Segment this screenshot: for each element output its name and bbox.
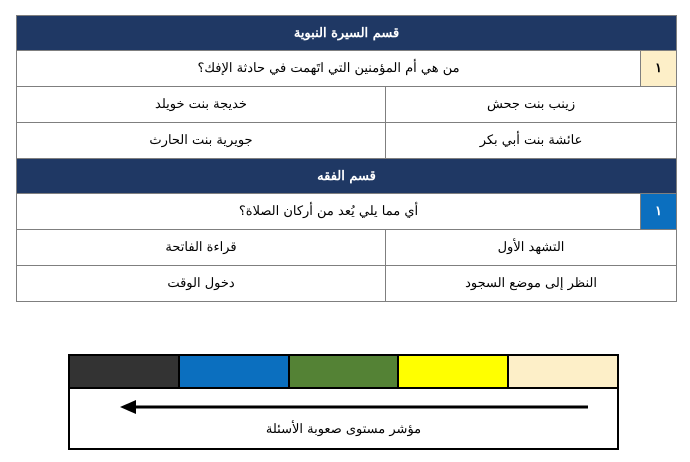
difficulty-swatch [397, 356, 507, 387]
question-text: أي مما يلي يُعد من أركان الصلاة؟ [17, 194, 641, 230]
options-row [17, 123, 677, 159]
left-arrow-icon [120, 400, 590, 414]
options-row [17, 87, 677, 123]
answer-option[interactable]: التشهد الأول [386, 230, 677, 266]
question-number: ١ [641, 51, 677, 87]
section-header-row [17, 16, 677, 51]
answer-option[interactable]: عائشة بنت أبي بكر [386, 123, 677, 159]
difficulty-swatch [178, 356, 288, 387]
section-title: قسم الفقه [17, 159, 677, 194]
section-title: قسم السيرة النبوية [17, 16, 677, 51]
answer-option[interactable]: جويرية بنت الحارث [17, 123, 386, 159]
answer-option[interactable]: دخول الوقت [17, 266, 386, 302]
answer-option[interactable]: زينب بنت جحش [386, 87, 677, 123]
quiz-table [16, 15, 677, 302]
difficulty-legend-label: مؤشر مستوى صعوبة الأسئلة [265, 422, 422, 437]
answer-option[interactable]: خديجة بنت خويلد [17, 87, 386, 123]
difficulty-swatch [70, 356, 178, 387]
difficulty-swatch [288, 356, 398, 387]
options-row [17, 266, 677, 302]
question-text: من هي أم المؤمنين التي اتَهمت في حادثة الإفك؟ [17, 51, 641, 87]
difficulty-legend [68, 354, 619, 450]
answer-option[interactable]: قراءة الفاتحة [17, 230, 386, 266]
question-row [17, 194, 677, 230]
options-row [17, 230, 677, 266]
difficulty-color-scale [70, 356, 617, 389]
section-header-row [17, 159, 677, 194]
difficulty-swatch [507, 356, 617, 387]
question-row [17, 51, 677, 87]
question-number: ١ [641, 194, 677, 230]
answer-option[interactable]: النظر إلى موضع السجود [386, 266, 677, 302]
